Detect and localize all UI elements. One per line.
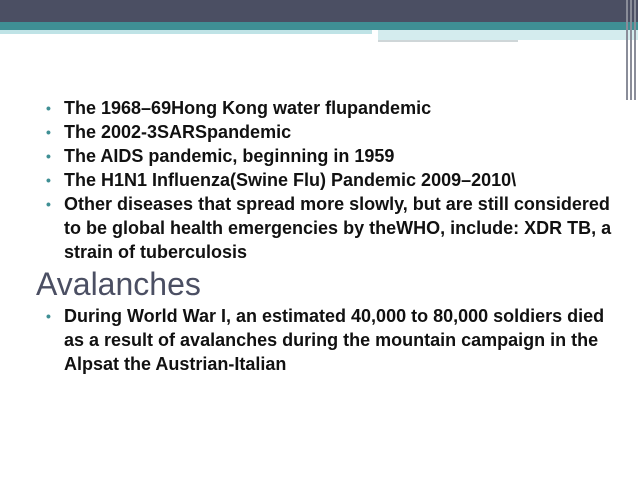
list-item (42, 192, 622, 264)
avalanche-list (42, 304, 622, 376)
list-item-text: During World War I, an estimated 40,000 to 80,000 soldiers died as a result of avalanches during the mountain campaign in the Alpsat the Austrian-Italian (64, 306, 605, 374)
list-item (42, 304, 622, 376)
list-item-text: The 2002-3SARSpandemic (64, 122, 292, 142)
list-item (42, 96, 622, 120)
list-item-text: The AIDS pandemic, beginning in 1959 (64, 146, 395, 166)
bullet-icon: • (46, 308, 51, 324)
section-heading: Avalanches (36, 266, 201, 302)
bullet-icon: • (46, 148, 51, 164)
header-light-stripe (0, 30, 372, 34)
list-item (42, 120, 622, 144)
edge-decoration (624, 0, 638, 100)
list-item (42, 168, 622, 192)
header-teal-bar (0, 22, 638, 30)
bullet-icon: • (46, 100, 51, 116)
pandemic-list (42, 96, 622, 264)
list-item-text: Other diseases that spread more slowly, but are still considered to be global health emergencies by theWHO, include: XDR TB, a strain of tuberculosis (64, 194, 612, 262)
bullet-icon: • (46, 196, 51, 212)
slide-content (36, 96, 622, 376)
bullet-icon: • (46, 172, 51, 188)
header-thin-line (378, 40, 518, 42)
list-item (42, 144, 622, 168)
list-item-text: The 1968–69Hong Kong water flupandemic (64, 98, 432, 118)
list-item-text: The H1N1 Influenza(Swine Flu) Pandemic 2009–2010\ (64, 170, 517, 190)
header-light-stripe-right (378, 30, 638, 40)
header-dark-bar (0, 0, 638, 22)
bullet-icon: • (46, 124, 51, 140)
